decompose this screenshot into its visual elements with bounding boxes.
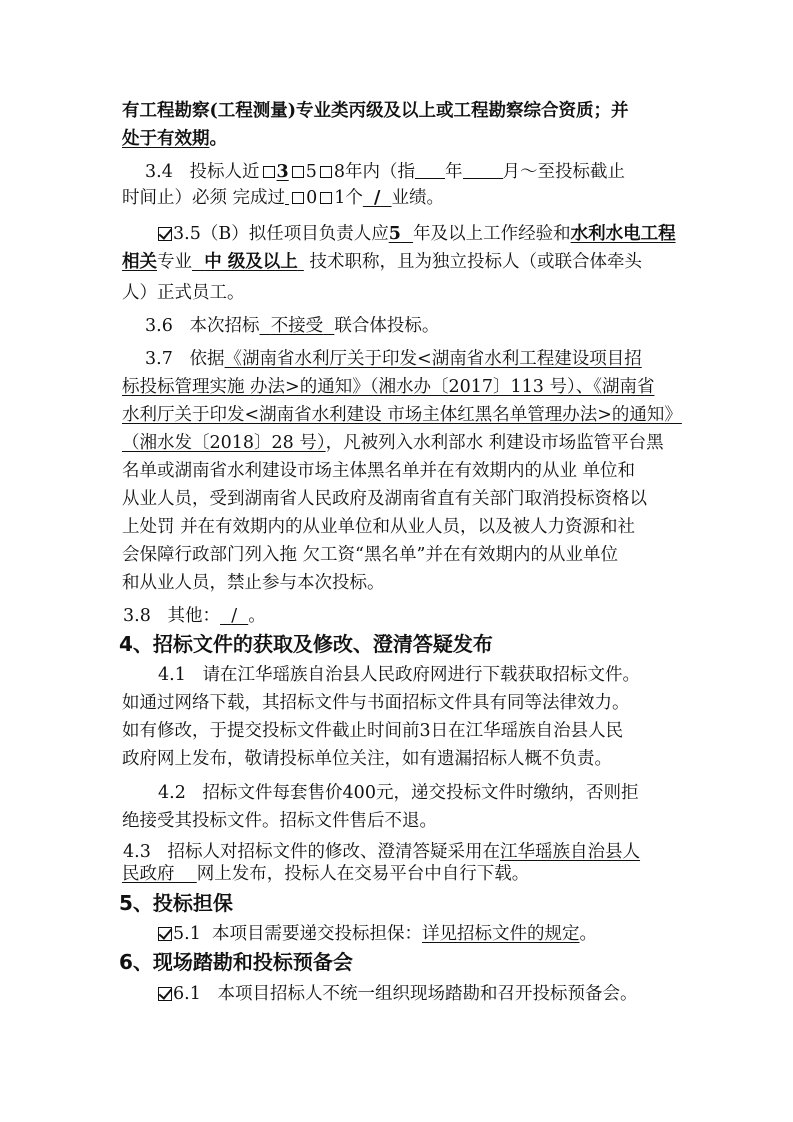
other-field [220,606,248,626]
clause-text: 名单或湖南省水利建设市场主体黑名单并在有效期内的从业 单位和 [122,461,636,481]
clause-text: 本项目招标人不统一组织现场踏勘和召开投标预备会。 [217,984,638,1004]
clause-text: 投标人近 [189,162,260,182]
clause-3-7-line-5 [122,459,635,483]
publish-site-value: 民政府 [122,864,175,884]
clause-text: 拟任项目负责人应 [248,224,389,244]
clause-text: 本次招标 [189,316,260,336]
checkbox-1[interactable] [320,192,332,204]
checkbox-8[interactable] [320,166,332,178]
years-value: 5 [388,224,401,244]
clause-text: 如通过网络下载，其招标文件与书面招标文件具有同等法律效力。 [122,693,630,713]
count-field [363,188,392,208]
clause-text: 如有修改，于提交投标文件截止时间前3日在江华瑶族自治县人民 [122,721,624,741]
clause-text: 本项目需要递交投标担保： [211,924,422,944]
clause-4-1-line-4 [122,747,612,771]
clause-3-7-line-8 [122,543,618,567]
clause-text: 。 [579,924,597,944]
clause-5-1 [158,922,597,946]
clause-text: 招标人对招标文件的修改、澄清答疑采用在 [167,842,501,862]
clause-text: 年内（指 [345,162,416,182]
section-4-heading: 4、招标文件的获取及修改、澄清答疑发布 [119,632,493,656]
clause-text: 和从业人员，禁止参与本次投标。 [122,573,385,593]
period-mark: 。 [209,129,227,149]
blank-field[interactable] [463,161,503,179]
clause-number: 3.5（B） [173,224,249,244]
clause-number: 3.4 [145,162,173,182]
clause-number: 4.1 [158,665,186,685]
checkbox-3[interactable] [263,166,275,178]
clause-text: 月～至投标截止 [502,162,626,182]
clause-text: 其他： [167,606,221,626]
clause-3-7-line-1 [145,347,642,371]
checkbox-0[interactable] [292,192,304,204]
level-field [192,252,304,272]
clause-text: 招标文件每套售价400元，递交投标文件时缴纳，否则拒 [202,783,639,803]
clause-3-7-line-7 [122,515,635,539]
clause-text: 依据 [189,349,225,369]
clause-3-4-line-1 [145,160,625,184]
other-value: / [231,606,238,626]
section-6-heading: 6、现场踏勘和投标预备会 [119,950,353,974]
regulation-reference: 水利厅关于印发<湖南省水利建设 市场主体红黑名单管理办法>的通知》 [122,405,682,425]
regulation-reference: 标投标管理实施 办法>的通知》（湘水办〔2017〕113 号）、《湖南省 [122,377,655,397]
clause-text: 年及以上工作经验和 [413,224,571,244]
clause-text: 政府网上发布，敬请投标单位关注，如有遗漏招标人概不负责。 [122,749,612,769]
clause-3-4-line-2 [122,186,444,210]
validity-text: 处于有效期 [122,129,210,149]
clause-text: 个 [345,188,363,208]
clause-number: 3.7 [145,349,173,369]
clause-4-2-line-1 [158,781,638,805]
level-value: 中 级及以上 [204,252,298,272]
option-8: 8 [333,162,346,182]
clause-number: 4.3 [123,842,151,862]
clause-3-7-line-6 [122,487,647,511]
publish-site: 江华瑶族自治县人 [500,842,641,862]
clause-3-7-line-9 [122,571,385,595]
clause-text: 人）正式员工。 [122,283,245,303]
regulation-reference: 《湖南省水利厅关于印发<湖南省水利工程建设项目招 [224,349,642,369]
clause-4-3-line-2 [122,862,529,886]
checkbox-5[interactable] [292,166,304,178]
qualification-text: 有工程勘察(工程测量)专业类丙级及以上或工程勘察综合资质；并 [122,101,629,121]
section-5-heading: 5、投标担保 [119,891,233,915]
clause-3-5-line-3 [122,281,245,305]
consortium-field [260,316,335,336]
blank-field[interactable] [415,161,445,179]
checked-checkbox-icon[interactable] [158,927,172,941]
consortium-value: 不接受 [270,316,324,336]
clause-number: 3.6 [145,316,173,336]
clause-text: 绝接受其投标文件。招标文件售后不退。 [122,811,437,831]
clause-text: 会保障行政部门列入拖 欠工资“黑名单”并在有效期内的从业单位 [122,545,618,565]
clause-3-7-line-4 [122,431,664,455]
clause-text: 时间止）必须 完成过 [122,188,286,208]
major-field: 水利水电工程 [570,224,676,244]
option-3: 3 [276,162,289,182]
clause-text: 年 [445,162,463,182]
regulation-reference: （湘水发〔2018〕28 号） [122,433,326,453]
years-field [389,224,413,244]
clause-text: 技术职称，且为独立投标人（或联合体牵头 [309,252,642,272]
major-field-cont: 相关 [122,252,157,272]
clause-text: ，凡被列入水利部水 利建设市场监管平台黑 [325,433,664,453]
clause-4-3-line-1 [123,840,640,864]
clause-3-5-line-2 [122,250,642,274]
checked-checkbox-icon[interactable] [158,227,172,241]
clause-3-7-line-2 [122,375,654,399]
checked-checkbox-icon[interactable] [158,987,172,1001]
clause-number: 3.8 [123,606,151,626]
clause-number: 6.1 [173,984,201,1004]
clause-3-6 [145,314,439,338]
clause-number: 5.1 [173,924,201,944]
option-5: 5 [305,162,317,182]
clause-text: 。 [248,606,266,626]
bid-bond-field: 详见招标文件的规定 [421,924,580,944]
clause-3-5-line-1 [158,222,676,246]
clause-6-1 [158,982,638,1006]
clause-text: 网上发布，投标人在交易平台中自行下载。 [196,864,530,884]
qualification-line-1 [122,99,629,123]
clause-4-1-line-1 [158,663,640,687]
publish-site-cont [122,864,197,884]
blank-field [285,187,289,205]
clause-4-1-line-2 [122,691,630,715]
clause-4-2-line-2 [122,809,437,833]
clause-number: 4.2 [158,783,186,803]
clause-text: 请在江华瑶族自治县人民政府网进行下载获取招标文件。 [202,665,641,685]
clause-3-8 [123,604,266,628]
option-0: 0 [306,188,318,208]
qualification-line-2 [122,127,227,151]
clause-3-7-line-3 [122,403,682,427]
option-1: 1 [334,188,346,208]
count-value: / [373,188,381,208]
clause-text: 业绩。 [391,188,445,208]
clause-text: 联合体投标。 [334,316,440,336]
clause-text: 上处罚 并在有效期内的从业单位和从业人员，以及被人力资源和社 [122,517,636,537]
clause-text: 从业人员，受到湖南省人民政府及湖南省直有关部门取消投标资格以 [122,489,647,509]
clause-4-1-line-3 [122,719,623,743]
clause-text: 专业 [157,252,192,272]
